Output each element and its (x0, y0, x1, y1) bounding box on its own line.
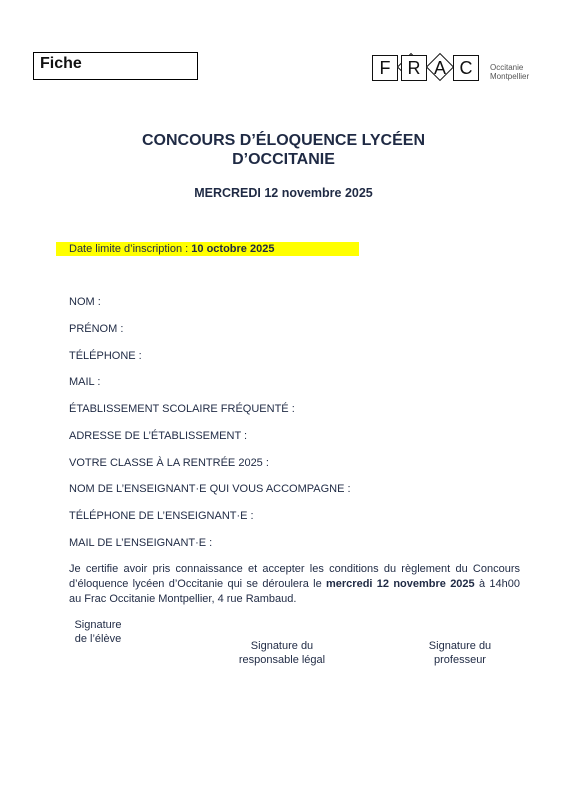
logo-letter-r: R (401, 55, 427, 81)
certify-part-1: Je certifie avoir pris connaissance et accepter les conditions du règlement du Concours d’éloquence lycéen d’Occitanie qui se déroulera le (69, 563, 520, 590)
certify-date: mercredi 12 novembre 2025 (326, 578, 475, 590)
title-line-2: D’OCCITANIE (232, 151, 335, 168)
signature-student-line-2: de l’élève (74, 633, 122, 645)
field-classe[interactable]: VOTRE CLASSE À LA RENTRÉE 2025 : (69, 457, 269, 469)
field-nom-enseignant[interactable]: NOM DE L’ENSEIGNANT·E QUI VOUS ACCOMPAGNE : (69, 483, 351, 495)
certify-part-2: à 14h00 au Frac Occitanie Montpellier, 4 rue Rambaud. (69, 578, 520, 605)
logo-letter-c: C (453, 55, 479, 81)
field-adresse[interactable]: ADRESSE DE L’ÉTABLISSEMENT : (69, 430, 248, 442)
signature-teacher-line-2: professeur (434, 654, 486, 666)
signature-teacher-line-1: Signature du (428, 640, 492, 652)
fiche-label: Fiche (40, 55, 82, 72)
field-telephone[interactable]: TÉLÉPHONE : (69, 350, 142, 362)
deadline-value: 10 octobre 2025 (191, 243, 275, 255)
field-mail[interactable]: MAIL : (69, 376, 101, 388)
page-title (0, 131, 567, 169)
field-telephone-enseignant[interactable]: TÉLÉPHONE DE L’ENSEIGNANT·E : (69, 510, 254, 522)
signature-student-line-1: Signature (74, 619, 122, 631)
frac-logo (372, 50, 542, 84)
signature-student[interactable] (63, 618, 133, 646)
field-mail-enseignant[interactable]: MAIL DE L’ENSEIGNANT·E : (69, 537, 213, 549)
field-etablissement[interactable]: ÉTABLISSEMENT SCOLAIRE FRÉQUENTÉ : (69, 403, 295, 415)
field-nom[interactable]: NOM : (69, 296, 101, 308)
deadline-label: Date limite d’inscription : (69, 243, 192, 255)
signature-guardian[interactable] (222, 639, 342, 667)
certification-text (69, 562, 520, 607)
logo-sub-montpellier: Montpellier (490, 72, 530, 81)
title-line-1: CONCOURS D’ÉLOQUENCE LYCÉEN (142, 132, 425, 149)
signature-teacher[interactable] (410, 639, 510, 667)
logo-letter-f: F (372, 55, 398, 81)
logo-sub-occitanie: Occitanie (490, 63, 524, 72)
event-date: MERCREDI 12 novembre 2025 (194, 186, 373, 200)
field-prenom[interactable]: PRÉNOM : (69, 323, 124, 335)
fiche-label-box (33, 52, 198, 80)
deadline-highlight (56, 242, 359, 256)
logo-letter-a: A (433, 57, 446, 78)
signature-guardian-line-1: Signature du (250, 640, 314, 652)
signature-guardian-line-2: responsable légal (238, 654, 326, 666)
